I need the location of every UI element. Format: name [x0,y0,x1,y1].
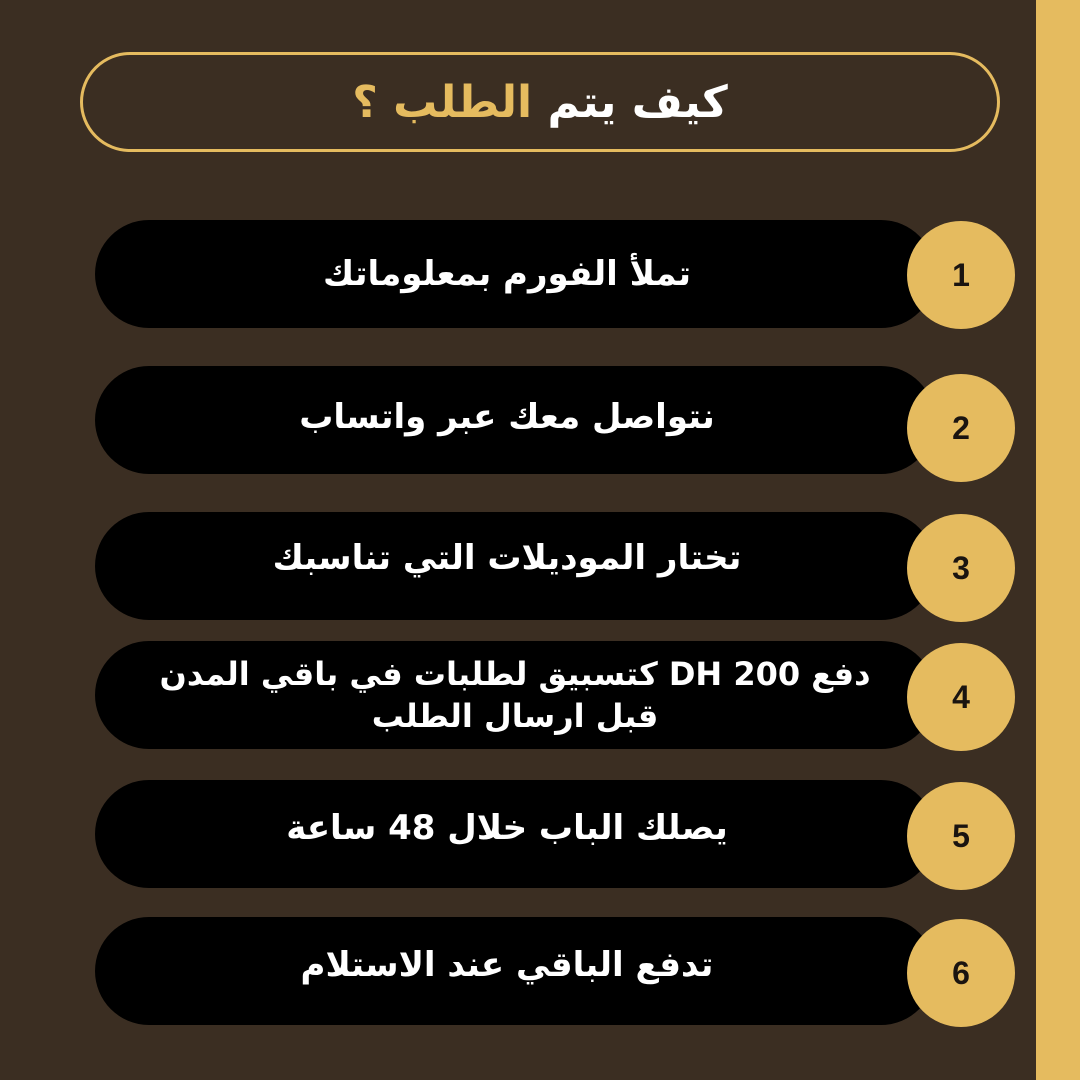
title-highlight: الطلب ؟ [352,76,533,128]
page-title-box [80,52,1000,152]
step-4-text: دفع DH 200 كتسبيق لطلبات في باقي المدن قبل ارسال الطلب [159,654,871,735]
step-6-number: 6 [907,919,1015,1027]
step-3-number: 3 [907,514,1015,622]
step-4-pill [95,641,935,749]
step-3-pill [95,512,935,620]
side-accent-stripe [1036,0,1080,1080]
step-4-number: 4 [907,643,1015,751]
step-5-text: يصلك الباب خلال 48 ساعة [286,807,728,848]
step-2-number: 2 [907,374,1015,482]
step-6-pill [95,917,935,1025]
step-5-pill [95,780,935,888]
step-2-pill [95,366,935,474]
page-title [352,77,727,128]
step-3-text: تختار الموديلات التي تناسبك [272,537,742,578]
step-1-text: تملأ الفورم بمعلوماتك [323,253,691,294]
step-1-number: 1 [907,221,1015,329]
step-6-text: تدفع الباقي عند الاستلام [300,944,714,985]
step-1-pill [95,220,935,328]
title-prefix: كيف يتم [532,76,728,128]
step-2-text: نتواصل معك عبر واتساب [299,396,715,437]
step-5-number: 5 [907,782,1015,890]
